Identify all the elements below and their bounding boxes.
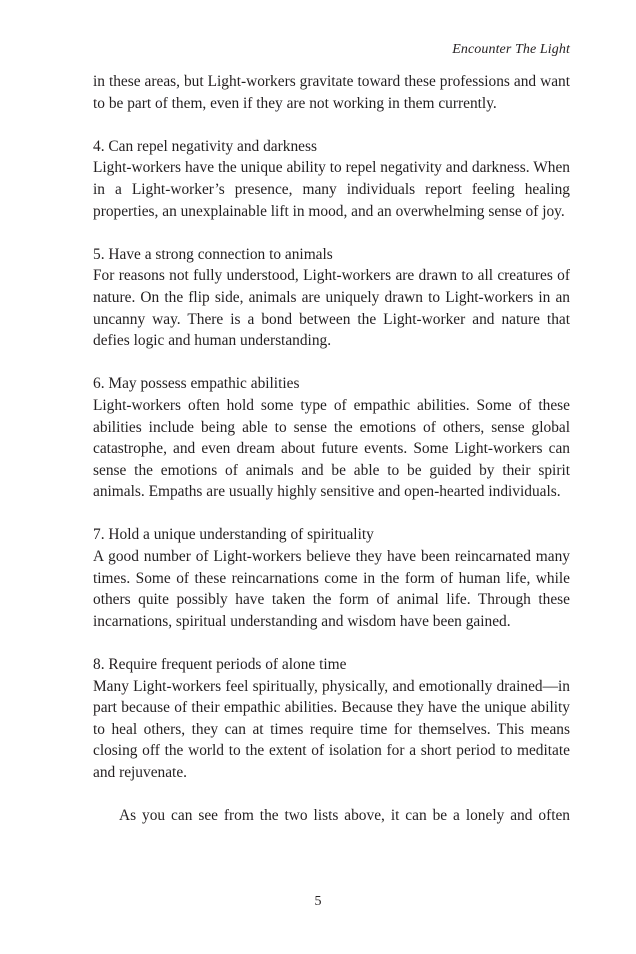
- list-item-body: For reasons not fully understood, Light-workers are drawn to all creatures of nature. On the flip side, animals are uniquely drawn to Light-workers in an uncanny way. There is a bond between the Light-worker and nature that defies logic and human understanding.: [93, 267, 570, 350]
- list-item-7: [93, 524, 570, 632]
- list-item-heading: 8. Require frequent periods of alone time: [93, 656, 347, 674]
- list-item-4: [93, 136, 570, 222]
- list-item-5: [93, 244, 570, 352]
- page-body: [93, 71, 570, 827]
- list-item-8: [93, 654, 570, 784]
- list-item-body: Many Light-workers feel spiritually, physically, and emotionally drained—in part because of their empathic abilities. Because they have the unique ability to heal others, they can at times require time for themselves. This means closing off the world to the extent of isolation for a short period to meditate and rejuvenate.: [93, 677, 570, 781]
- list-item-body: A good number of Light-workers believe they have been reincarnated many times. Some of these reincarnations come in the form of human life, while others quite possibly have taken the form of animal life. Through these incarnations, spiritual understanding and wisdom have been gained.: [93, 548, 570, 630]
- list-item-heading: 5. Have a strong connection to animals: [93, 245, 333, 263]
- list-item-heading: 6. May possess empathic abilities: [93, 375, 300, 393]
- list-item-heading: 7. Hold a unique understanding of spirituality: [93, 526, 374, 544]
- list-item-body: Light-workers have the unique ability to repel negativity and darkness. When in a Light-worker’s presence, many individuals report feeling healing properties, an unexplainable lift in mood, and an overwhelming sense of joy.: [93, 159, 570, 220]
- page-number: 5: [314, 894, 322, 909]
- continuation-paragraph: in these areas, but Light-workers gravitate toward these professions and want to be part of them, even if they are not working in them currently.: [93, 73, 570, 112]
- running-header-title: Encounter The Light: [452, 42, 570, 57]
- list-item-6: [93, 373, 570, 503]
- closing-paragraph: As you can see from the two lists above, it can be a lonely and often: [119, 807, 570, 825]
- list-item-body: Light-workers often hold some type of empathic abilities. Some of these abilities include being able to sense the emotions of others, sense global catastrophe, and even dream about future events. Some Light-workers can sense the emotions of animals and be able to be guided by their spirit animals. Empaths are usually highly sensitive and open-hearted individuals.: [93, 396, 570, 501]
- list-item-heading: 4. Can repel negativity and darkness: [93, 137, 317, 155]
